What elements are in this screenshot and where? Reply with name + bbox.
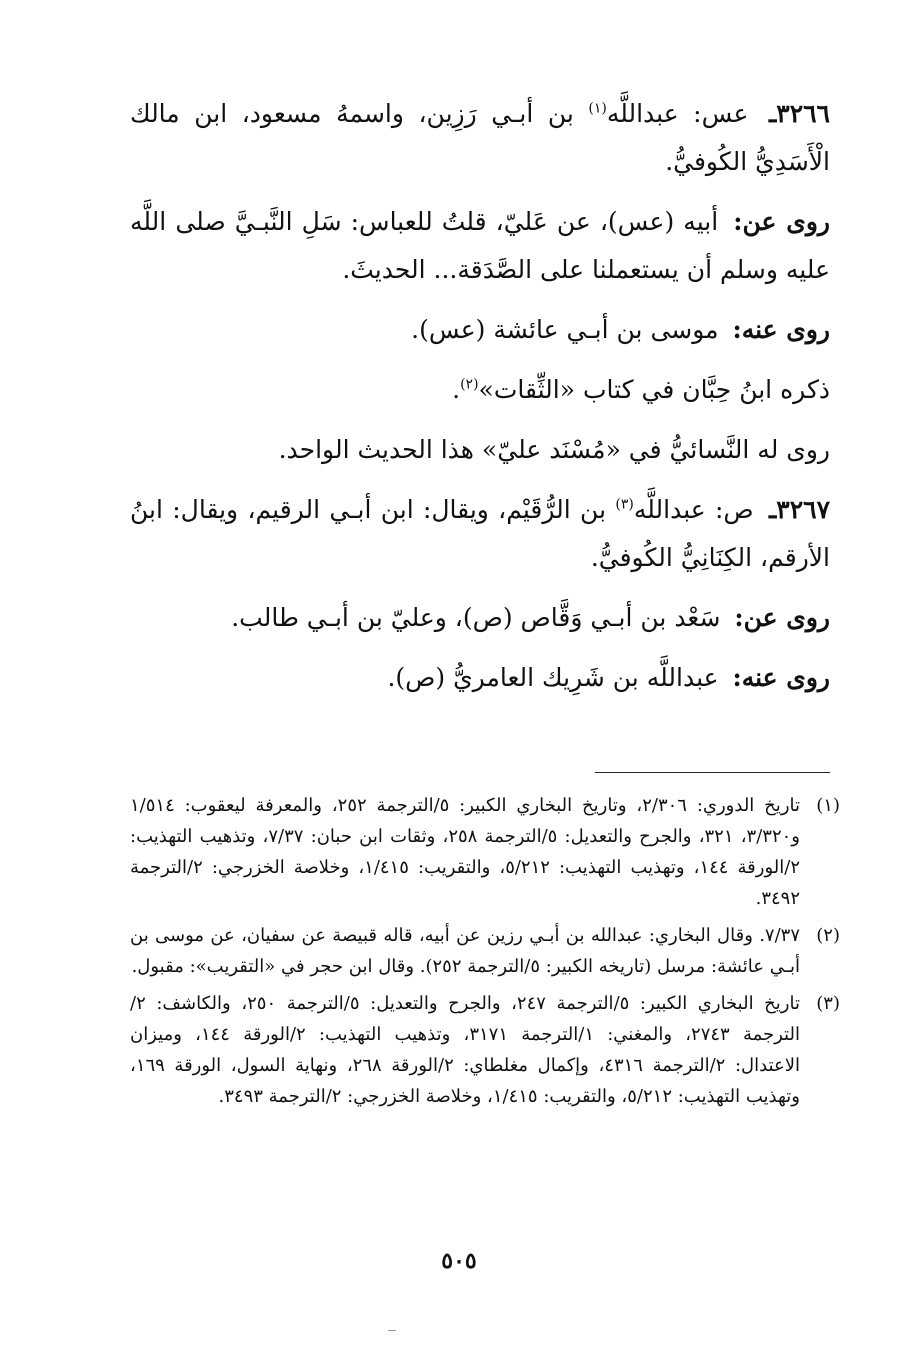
mention-end: . — [452, 375, 461, 404]
entry-3266-nasai — [130, 426, 830, 474]
footnote-text: تاريخ البخاري الكبير: ٥/الترجمة ٢٤٧، والجرح والتعديل: ٥/الترجمة ٢٥٠، والكاشف: ٢/الترجمة ٢٧٤٣، والمغني: ١/الترجمة ٣١٧١، وتذهيب التهذيب: ٢/الورقة ١٤٤، وميزان الاعتدال: ٢/الترجمة ٤٣١٦، وإكمال مغلطاي: ٢/الورقة ٢٦٨، ونهاية السول، الورقة ١٦٩، وتهذيب التهذيب: ٥/٢١٢، والتقريب: ١/٤١٥، وخلاصة الخزرجي: ٢/الترجمة ٣٤٩٣. — [130, 993, 800, 1107]
narrated-by-text: عبداللَّه بن شَرِيك العامريُّ (ص). — [387, 663, 719, 692]
entry-3266-narrated-from — [130, 198, 830, 294]
scan-mark — [388, 1330, 396, 1331]
entry-number: ٣٢٦٧ـ — [768, 495, 830, 524]
footnote-ref-2[interactable]: (٢) — [460, 376, 479, 393]
narrated-from-label: روى عن: — [734, 603, 830, 632]
footnote-ref-3[interactable]: (٣) — [615, 496, 634, 513]
footnote-3 — [130, 988, 840, 1112]
entry-3267-heading — [130, 486, 830, 582]
footnote-divider — [595, 772, 830, 773]
entry-name: ص: عبداللَّه — [633, 495, 754, 524]
narrated-by-label: روى عنه: — [732, 315, 830, 344]
entry-3267-narrated-from — [130, 594, 830, 642]
nasai-text: روى له النَّسائيُّ في «مُسْنَد عليّ» هذا الحديث الواحد. — [278, 435, 830, 464]
main-text — [130, 90, 830, 714]
narrated-from-text: سَعْد بن أبـي وَقَّاص (ص)، وعليّ بن أبـي طالب. — [231, 603, 721, 632]
entry-3266-narrated-by — [130, 306, 830, 354]
entry-3267-narrated-by — [130, 654, 830, 702]
footnote-mark: (١) — [816, 795, 840, 816]
page-number: ٥٠٥ — [441, 1248, 477, 1274]
footnote-text: ٧/٣٧. وقال البخاري: عبدالله بن أبـي رزين عن أبيه، قاله قبيصة عن سفيان، عن موسى بن أبـي عائشة: مرسل (تاريخه الكبير: ٥/الترجمة ٢٥٢). وقال ابن حجر في «التقريب»: مقبول. — [130, 925, 800, 977]
entry-3266-ibn-hibban — [130, 366, 830, 414]
footnotes — [130, 790, 840, 1118]
entry-3266-heading — [130, 90, 830, 186]
footnote-mark: (٣) — [816, 993, 840, 1014]
narrated-by-text: موسى بن أبـي عائشة (عس). — [411, 315, 719, 344]
footnote-mark: (٢) — [816, 925, 840, 946]
narrated-from-text: أبيه (عس)، عن عَليّ، قلتُ للعباس: سَلِ النَّبـيَّ صلى اللَّه عليه وسلم أن يستعملنا على الصَّدَقة... الحديثَ. — [130, 207, 830, 284]
footnote-1 — [130, 790, 840, 914]
entry-name: عس: عبداللَّه — [606, 99, 749, 128]
footnote-2 — [130, 920, 840, 982]
entry-number: ٣٢٦٦ـ — [768, 99, 830, 128]
narrated-by-label: روى عنه: — [732, 663, 830, 692]
footnote-text: تاريخ الدوري: ٢/٣٠٦، وتاريخ البخاري الكبير: ٥/الترجمة ٢٥٢، والمعرفة ليعقوب: ١/٥١٤ و٣/٣٢٠، ٣٢١، والجرح والتعديل: ٥/الترجمة ٢٥٨، وثقات ابن حبان: ٧/٣٧، وتذهيب التهذيب: ٢/الورقة ١٤٤، وتهذيب التهذيب: ٥/٢١٢، والتقريب: ١/٤١٥، وخلاصة الخزرجي: ٢/الترجمة ٣٤٩٢. — [130, 795, 800, 909]
footnote-ref-1[interactable]: (١) — [588, 100, 607, 117]
narrated-from-label: روى عن: — [733, 207, 830, 236]
entry-name-rest: بن أبـي رَزِين، واسمهُ مسعود، ابن مالك الْأَسَدِيُّ الكُوفيُّ. — [130, 99, 830, 176]
mention-text: ذكره ابنُ حِبَّان في كتاب «الثِّقات» — [478, 375, 830, 404]
entry-name-rest: بن الرُّقَيْم، ويقال: ابن أبـي الرقيم، ويقال: ابنُ الأرقم، الكِنَانِيُّ الكُوفيُّ. — [130, 495, 830, 572]
